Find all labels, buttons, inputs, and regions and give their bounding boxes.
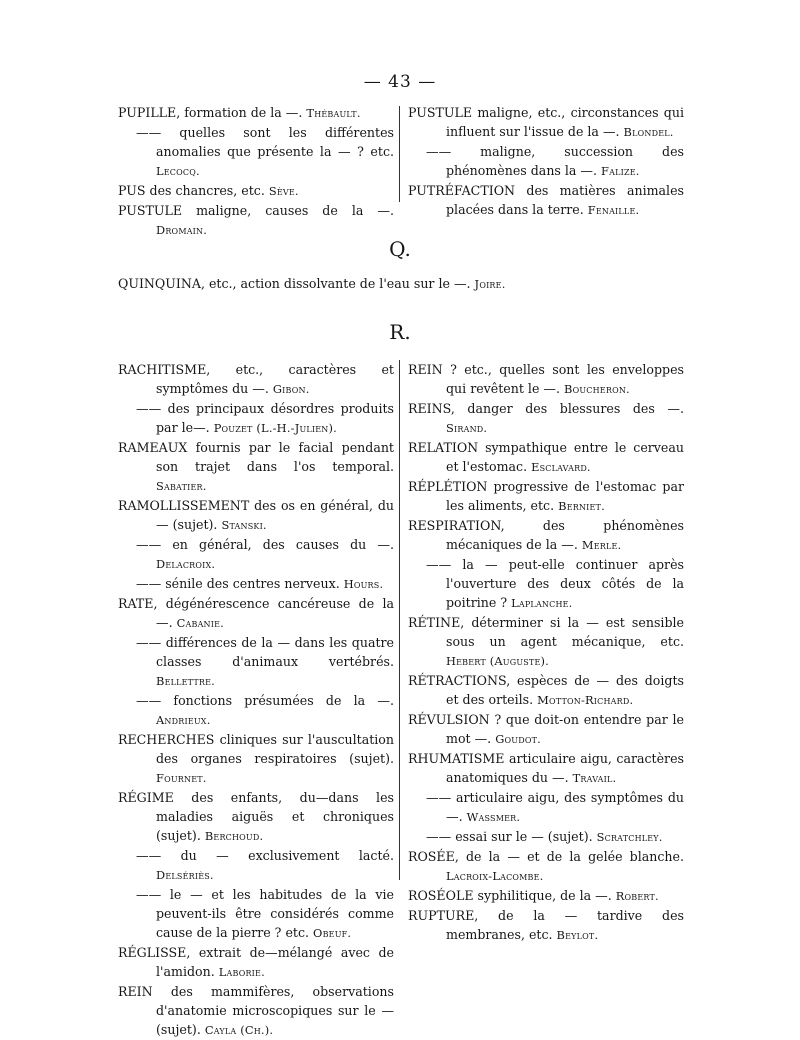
entry-text: articulaire aigu, des symptômes du —. bbox=[446, 790, 684, 824]
entry-text: maligne, etc., circonstances qui influent sur l'issue de la —. bbox=[446, 105, 684, 139]
entry-author: Lacroix-Lacombe. bbox=[446, 869, 544, 883]
entry-text: des chancres, etc. bbox=[145, 183, 269, 198]
sub-entry bbox=[118, 691, 394, 730]
quinquina-entry bbox=[118, 274, 718, 294]
section-letter-r: R. bbox=[389, 320, 411, 344]
sub-entry bbox=[118, 633, 394, 691]
entry-text: des os en général, du — (sujet). bbox=[156, 498, 394, 532]
entry-text: , espèces de — des doigts et des orteils. bbox=[446, 673, 684, 707]
entry-headword: PUS bbox=[118, 183, 146, 198]
entry-headword: —— bbox=[426, 557, 452, 572]
entry-text: ? que doit-on entendre par le mot —. bbox=[446, 712, 684, 746]
sub-entry bbox=[118, 885, 394, 943]
entry-headword: ROSÉE bbox=[408, 849, 455, 864]
entry-headword: —— bbox=[136, 401, 162, 416]
entry-author: Boucheron. bbox=[564, 382, 630, 396]
sub-entry bbox=[408, 788, 684, 827]
entry-headword: RATE bbox=[118, 596, 154, 611]
entry-headword: —— bbox=[136, 576, 162, 591]
entry-author: Wassmer. bbox=[466, 810, 521, 824]
entry-author: Dromain. bbox=[156, 223, 208, 237]
entry-text: cliniques sur l'auscultation des organes respiratoires (sujet). bbox=[156, 732, 394, 766]
entry-author: Sève. bbox=[268, 184, 299, 198]
entry-headword: RACHITISME bbox=[118, 362, 207, 377]
entry-headword: —— bbox=[426, 829, 452, 844]
entry-author: Cabanie. bbox=[176, 616, 224, 630]
entry-text: sénile des centres nerveux. bbox=[161, 576, 344, 591]
entry-text: des principaux désordres produits par le—. bbox=[156, 401, 394, 435]
sub-entry bbox=[118, 846, 394, 885]
entry-headword: —— bbox=[136, 693, 162, 708]
entry-text: fonctions présumées de la —. bbox=[161, 693, 394, 708]
entry-text: syphilitique, de la —. bbox=[473, 888, 616, 903]
entry-author: Berniet. bbox=[558, 499, 605, 513]
section-letter-q: Q. bbox=[389, 237, 411, 261]
sub-entry bbox=[408, 142, 684, 181]
sub-entry bbox=[408, 555, 684, 613]
entry-headword: ROSÉOLE bbox=[408, 888, 474, 903]
entry-headword: RÉVULSION bbox=[408, 712, 490, 727]
entry-author: Fenaille. bbox=[587, 203, 640, 217]
entry-text: des matières animales placées dans la terre. bbox=[446, 183, 684, 217]
index-entry bbox=[118, 594, 394, 633]
index-entry bbox=[408, 906, 684, 945]
entry-headword: PUPILLE bbox=[118, 105, 177, 120]
entry-headword: PUSTULE bbox=[118, 203, 183, 218]
entry-author: Sabatier. bbox=[156, 479, 207, 493]
index-entry bbox=[118, 360, 394, 399]
entry-author: Andrieux. bbox=[156, 713, 211, 727]
entry-text: , des phénomènes mécaniques de la —. bbox=[446, 518, 684, 552]
index-entry bbox=[118, 181, 394, 201]
entry-headword: RÉPLÉTION bbox=[408, 479, 488, 494]
index-entry bbox=[118, 103, 394, 123]
entry-author: Berchoud. bbox=[204, 829, 264, 843]
entry-author: Delsériès. bbox=[156, 868, 214, 882]
entry-headword: REIN bbox=[118, 984, 153, 999]
entry-text: articulaire aigu, caractères anatomiques du —. bbox=[446, 751, 684, 785]
entry-text: , de la — tardive des membranes, etc. bbox=[446, 908, 684, 942]
entry-headword: RÉTINE bbox=[408, 615, 461, 630]
entry-author: Falize. bbox=[601, 164, 640, 178]
entry-headword: REINS bbox=[408, 401, 451, 416]
entry-text: , danger des blessures des —. bbox=[450, 401, 684, 416]
entry-headword: REIN bbox=[408, 362, 443, 377]
section-p-left-column bbox=[118, 103, 394, 240]
entry-author: Motton-Richard. bbox=[537, 693, 634, 707]
entry-headword: RAMOLLISSEMENT bbox=[118, 498, 250, 513]
entry-author: Hours. bbox=[343, 577, 384, 591]
entry-headword: RÉGLISSE bbox=[118, 945, 187, 960]
entry-text: la — peut-elle continuer après l'ouverture des deux côtés de la poitrine ? bbox=[446, 557, 684, 610]
index-entry bbox=[118, 788, 394, 846]
entry-author: Sirand. bbox=[446, 421, 488, 435]
index-entry bbox=[408, 710, 684, 749]
page-number: — 43 — bbox=[363, 72, 437, 92]
entry-author: Travail. bbox=[572, 771, 617, 785]
index-entry bbox=[118, 730, 394, 788]
entry-headword: —— bbox=[136, 537, 162, 552]
index-entry bbox=[408, 613, 684, 671]
entry-author: Esclavard. bbox=[531, 460, 591, 474]
entry-text: des mammifères, observations d'anatomie microscopiques sur le — (sujet). bbox=[152, 984, 394, 1037]
entry-author: Scratchley. bbox=[596, 830, 663, 844]
entry-headword: PUSTULE bbox=[408, 105, 473, 120]
entry-text: maligne, succession des phénomènes dans la —. bbox=[446, 144, 684, 178]
entry-author: Beylot. bbox=[556, 928, 599, 942]
index-entry bbox=[408, 438, 684, 477]
entry-text: progressive de l'estomac par les aliments, etc. bbox=[446, 479, 684, 513]
entry-author: Lecocq. bbox=[156, 164, 200, 178]
index-entry bbox=[408, 360, 684, 399]
index-entry bbox=[408, 516, 684, 555]
entry-headword: RHUMATISME bbox=[408, 751, 505, 766]
entry-text: , formation de la —. bbox=[176, 105, 307, 120]
sub-entry bbox=[118, 574, 394, 594]
entry-author: Pouzet (L.-H.-Julien). bbox=[213, 421, 337, 435]
entry-text: en général, des causes du —. bbox=[161, 537, 394, 552]
index-entry bbox=[118, 982, 394, 1040]
entry-author: Merle. bbox=[581, 538, 622, 552]
sub-entry bbox=[118, 123, 394, 181]
entry-headword: RESPIRATION bbox=[408, 518, 501, 533]
column-divider bbox=[399, 360, 400, 880]
section-r-right-column bbox=[408, 360, 684, 945]
entry-text: , déterminer si la — est sensible sous un agent mécanique, etc. bbox=[446, 615, 684, 649]
sub-entry bbox=[408, 827, 684, 847]
entry-author: Delacroix. bbox=[156, 557, 216, 571]
entry-text: , etc., action dissolvante de l'eau sur le —. bbox=[200, 276, 475, 291]
entry-text: différences de la — dans les quatre classes d'animaux vertébrés. bbox=[156, 635, 394, 669]
sub-entry bbox=[118, 535, 394, 574]
index-entry bbox=[408, 181, 684, 220]
entry-author: Laplanche. bbox=[511, 596, 573, 610]
entry-text: du — exclusivement lacté. bbox=[161, 848, 394, 863]
entry-text: le — et les habitudes de la vie peuvent-ils être considérés comme cause de la pierre ? etc. bbox=[156, 887, 394, 940]
index-entry bbox=[408, 477, 684, 516]
entry-text: fournis par le facial pendant son trajet dans l'os temporal. bbox=[156, 440, 394, 474]
entry-headword: —— bbox=[136, 887, 162, 902]
entry-headword: RÉTRACTIONS bbox=[408, 673, 507, 688]
entry-text: , extrait de—mélangé avec de l'amidon. bbox=[156, 945, 394, 979]
entry-author: Cayla (Ch.). bbox=[204, 1023, 274, 1037]
entry-headword: —— bbox=[136, 635, 162, 650]
entry-headword: —— bbox=[426, 790, 452, 805]
index-entry bbox=[118, 438, 394, 496]
index-entry bbox=[118, 201, 394, 240]
entry-author: Hebert (Auguste). bbox=[446, 654, 549, 668]
entry-author: Robert. bbox=[615, 889, 659, 903]
entry-headword: —— bbox=[426, 144, 452, 159]
entry-author: Bellettre. bbox=[156, 674, 215, 688]
entry-headword: RECHERCHES bbox=[118, 732, 215, 747]
entry-text: sympathique entre le cerveau et l'estomac. bbox=[446, 440, 684, 474]
entry-headword: —— bbox=[136, 848, 162, 863]
entry-text: essai sur le — (sujet). bbox=[451, 829, 597, 844]
index-entry bbox=[118, 496, 394, 535]
entry-text: , etc., caractères et symptômes du —. bbox=[156, 362, 394, 396]
section-r-left-column bbox=[118, 360, 394, 1040]
entry-text: des enfants, du—dans les maladies aiguës et chroniques (sujet). bbox=[156, 790, 394, 843]
index-entry bbox=[408, 399, 684, 438]
entry-headword: RÉGIME bbox=[118, 790, 174, 805]
index-entry bbox=[118, 943, 394, 982]
entry-text: , dégénérescence cancéreuse de la —. bbox=[153, 596, 394, 630]
entry-author: Thébault. bbox=[306, 106, 361, 120]
entry-author: Blondel. bbox=[623, 125, 674, 139]
index-entry bbox=[408, 671, 684, 710]
entry-author: Stanski. bbox=[221, 518, 267, 532]
entry-headword: —— bbox=[136, 125, 162, 140]
entry-author: Laborie. bbox=[218, 965, 265, 979]
entry-headword: RELATION bbox=[408, 440, 479, 455]
entry-author: Goudot. bbox=[495, 732, 541, 746]
index-entry bbox=[408, 103, 684, 142]
index-entry bbox=[408, 749, 684, 788]
entry-headword: RUPTURE bbox=[408, 908, 475, 923]
sub-entry bbox=[118, 399, 394, 438]
entry-text: maligne, causes de la —. bbox=[182, 203, 394, 218]
entry-text: , de la — et de la gelée blanche. bbox=[454, 849, 684, 864]
entry-headword: PUTRÉFACTION bbox=[408, 183, 516, 198]
index-entry bbox=[408, 886, 684, 906]
column-divider bbox=[399, 106, 400, 202]
entry-headword: RAMEAUX bbox=[118, 440, 188, 455]
entry-author: Joire. bbox=[474, 277, 506, 291]
entry-author: Gibon. bbox=[272, 382, 310, 396]
index-entry bbox=[408, 847, 684, 886]
entry-text: quelles sont les différentes anomalies que présente la — ? etc. bbox=[156, 125, 394, 159]
section-p-right-column bbox=[408, 103, 684, 220]
entry-headword: QUINQUINA bbox=[118, 276, 201, 291]
entry-author: Obeuf. bbox=[313, 926, 352, 940]
entry-author: Fournet. bbox=[156, 771, 207, 785]
entry-text: ? etc., quelles sont les enveloppes qui revêtent le —. bbox=[442, 362, 684, 396]
